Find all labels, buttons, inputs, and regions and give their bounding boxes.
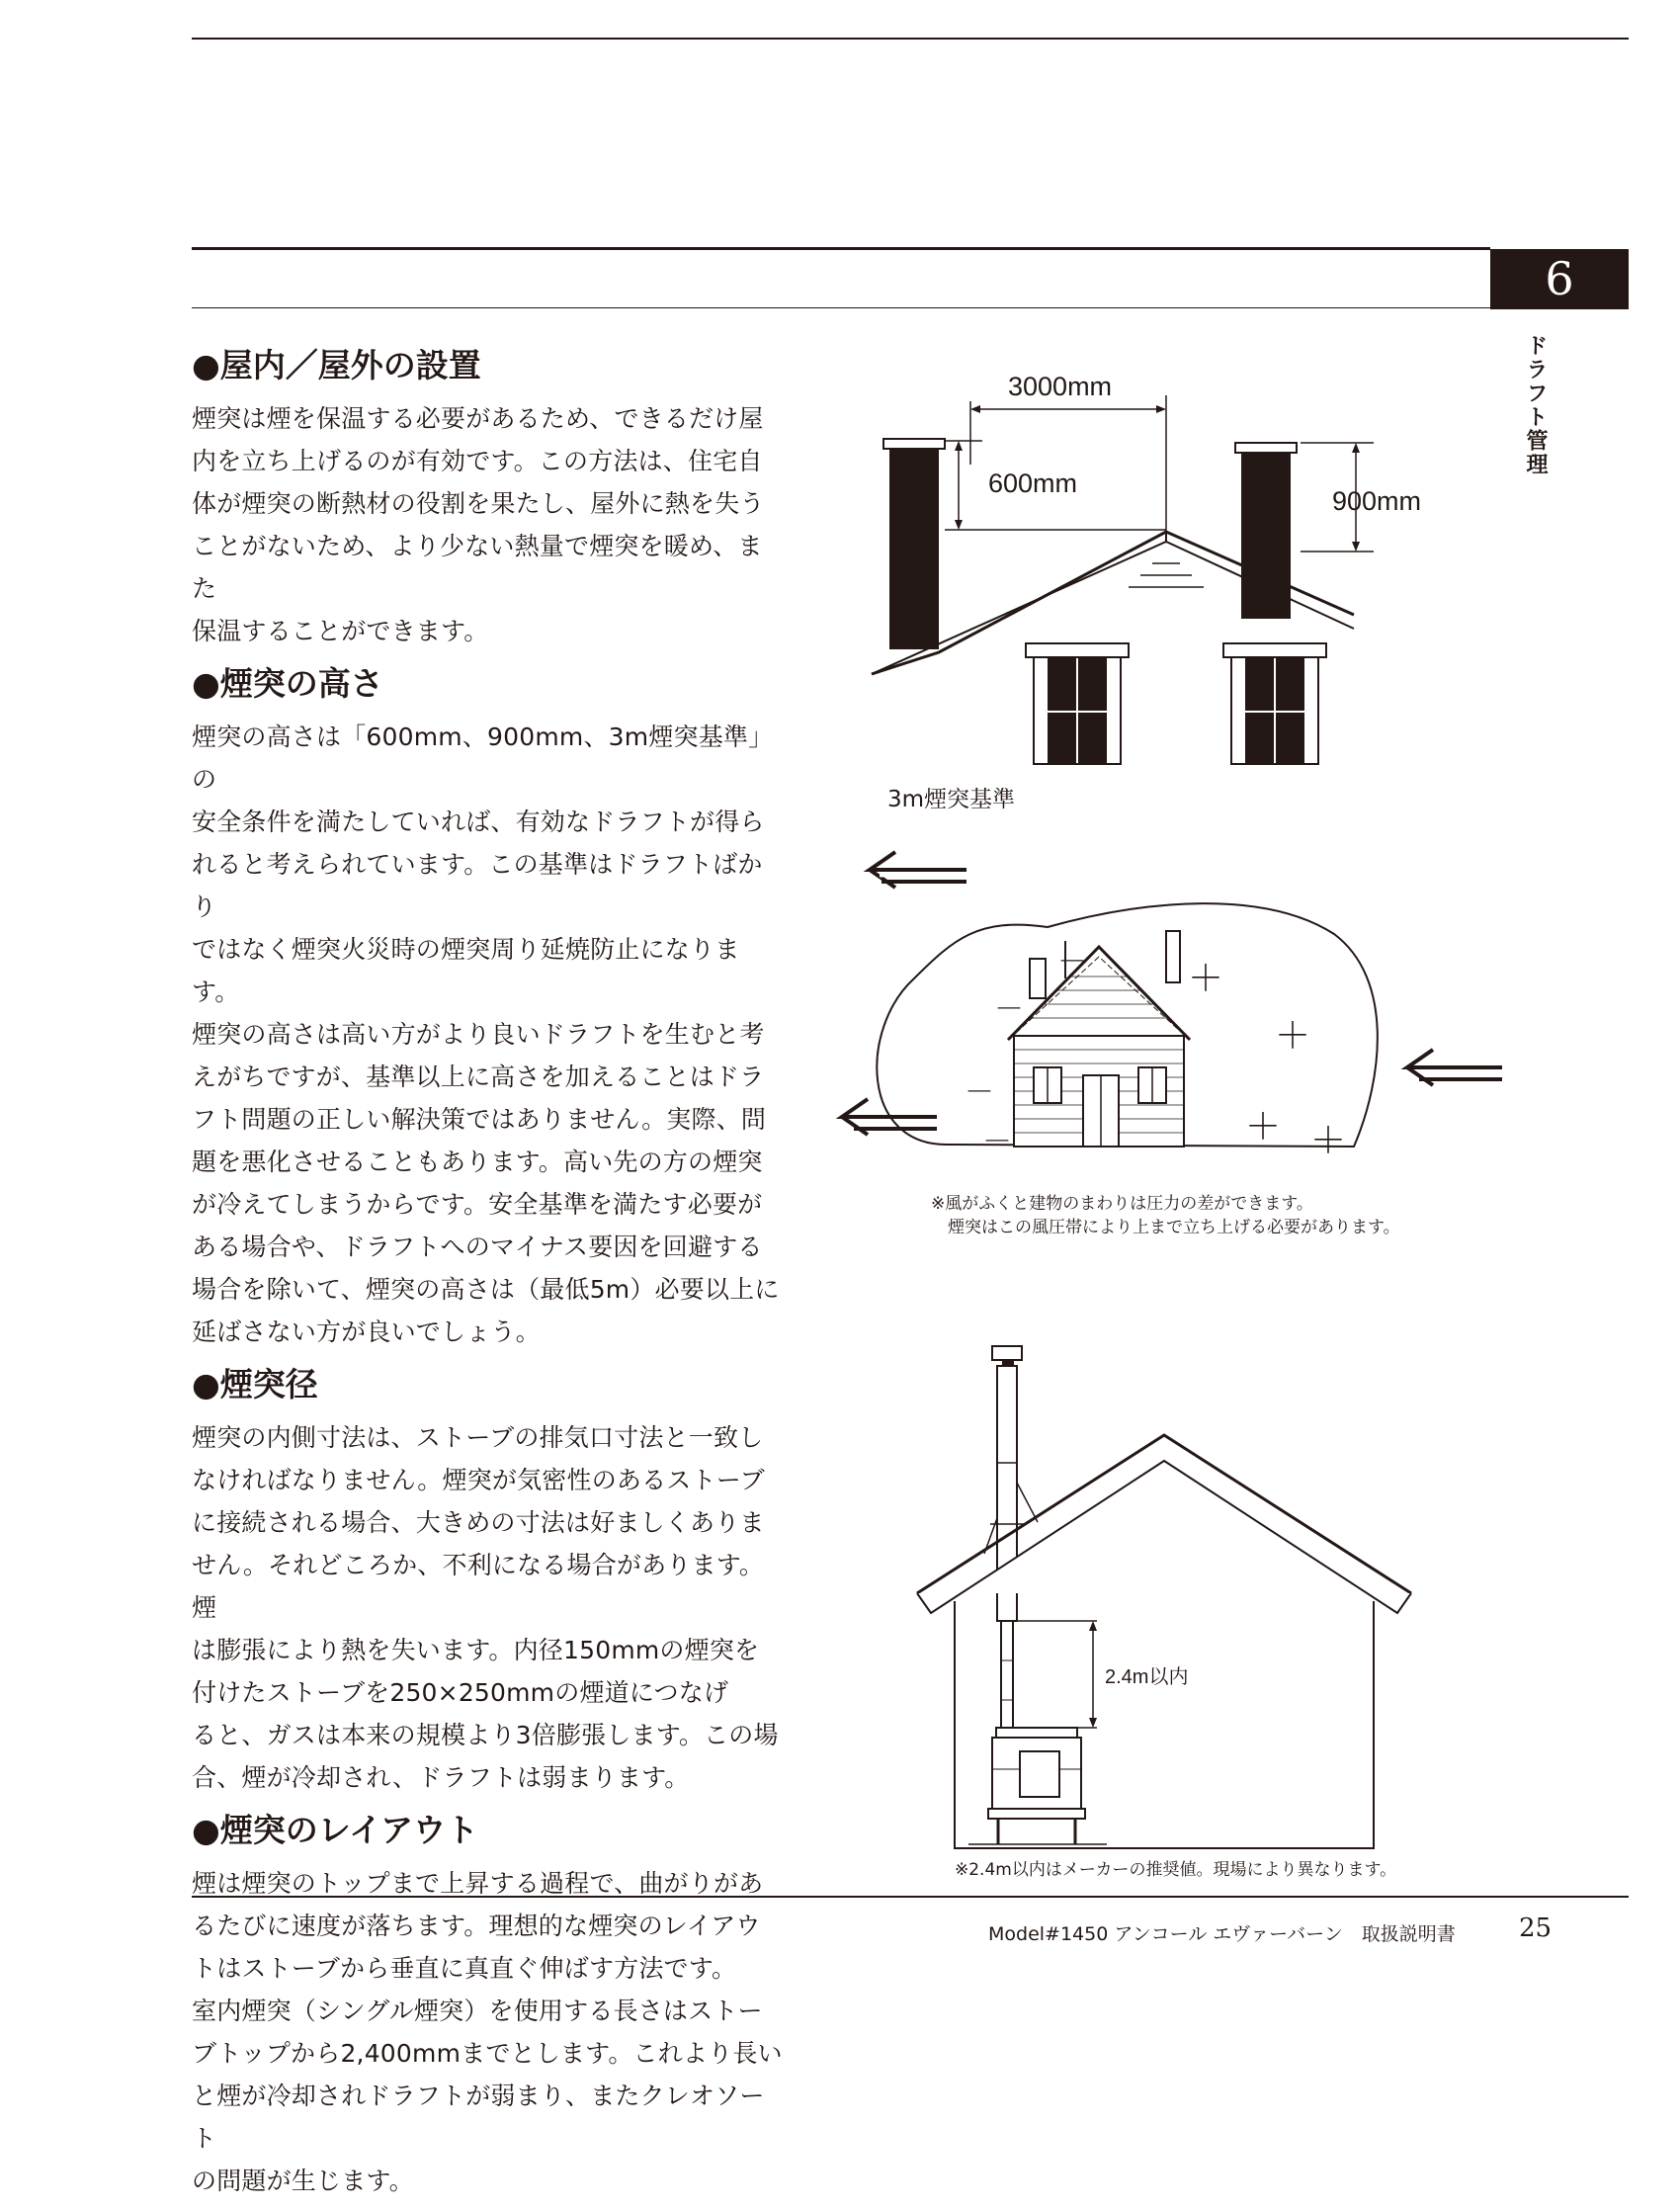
- dim-label-3000: 3000mm: [1008, 372, 1113, 401]
- indoor-chimney-diagram: [899, 1344, 1413, 1868]
- dim-label-600: 600mm: [988, 468, 1078, 498]
- chapter-rule-thin: [192, 307, 1490, 308]
- plus-sign: ＋: [1188, 958, 1224, 998]
- section-layout: [192, 1807, 785, 2202]
- window-right: [1223, 643, 1326, 764]
- section-heading: ●煙突のレイアウト: [192, 1811, 479, 1849]
- section-heading: ●煙突の高さ: [192, 664, 383, 703]
- chapter-number: 6: [1490, 249, 1629, 309]
- plus-sign: ＋: [1275, 1015, 1311, 1056]
- minus-sign: －: [982, 1126, 1012, 1158]
- chapter-rule-thick: [192, 247, 1490, 250]
- section-heading: ●煙突径: [192, 1365, 318, 1403]
- section-diameter: [192, 1361, 785, 1799]
- section-installation: [192, 342, 785, 652]
- section-body: 煙突の内側寸法は、ストーブの排気口寸法と一致し なければなりません。煙突が気密性のあるストーブ に接続される場合、大きめの寸法は好ましくありま せん。それどころか、不利になる場合があります。煙 は膨張により熱を失います。内径150mmの煙突を 付けたストーブを250×250mmの煙道につなげ ると、ガスは本来の規模より3倍膨張します。この場 合、煙が冷却され、ドラフトは弱まります。: [192, 1423, 779, 1792]
- minus-sign: －: [994, 993, 1024, 1026]
- text-column: [192, 342, 785, 2210]
- wind-arrow-left: [842, 1099, 937, 1135]
- dim-label-2-4m: 2.4m以内: [1105, 1666, 1189, 1688]
- plus-sign: ＋: [1245, 1106, 1282, 1147]
- minus-sign: －: [965, 1076, 994, 1109]
- minus-sign: －: [1057, 946, 1087, 978]
- indoor-note: ※2.4m以内はメーカーの推奨値。現場により異なります。: [955, 1860, 1397, 1880]
- window-left: [1026, 643, 1129, 764]
- section-heading: ●屋内／屋外の設置: [192, 346, 481, 384]
- top-rule: [192, 38, 1629, 40]
- wind-arrow-top: [870, 852, 966, 888]
- section-body: 煙突は煙を保温する必要があるため、できるだけ屋 内を立ち上げるのが有効です。この方法は、住宅自 体が煙突の断熱材の役割を果たし、屋外に熱を失う ことがないため、より少ない熱量で煙突を暖め、また 保温することができます。: [192, 404, 765, 645]
- brick-house: [1008, 931, 1190, 1147]
- section-height: [192, 660, 785, 1353]
- section-body: 煙は煙突のトップまで上昇する過程で、曲がりがあ るたびに速度が落ちます。理想的な煙突のレイアウ トはストーブから垂直に真直ぐ伸ばす方法です。 室内煙突（シングル煙突）を使用する長さはストー ブトップから2,400mmまでとします。これより長い と煙が冷却されドラフトが弱まり、またクレオソート の問題が生じます。: [192, 1869, 783, 2195]
- wind-pressure-diagram: [820, 840, 1512, 1186]
- stove: [968, 1728, 1107, 1844]
- section-body: 煙突の高さは「600mm、900mm、3m煙突基準」の 安全条件を満たしていれば、有効なドラフトが得ら れると考えられています。この基準はドラフトばかり ではなく煙突火災時の煙突周り延焼防止になります。 煙突の高さは高い方がより良いドラフトを生むと考 えがちですが、基準以上に高さを加えることはドラ フト問題の正しい解決策ではありません。実際、問 題を悪化させることもあります。高い先の方の煙突 が冷えてしまうからです。安全基準を満たす必要が ある場合や、ドラフトへのマイナス要因を回避する 場合を除いて、煙突の高さは（最低5m）必要以上に 延ばさない方が良いでしょう。: [192, 722, 780, 1346]
- standard-caption: 3m煙突基準: [887, 787, 1016, 812]
- wind-note: ※風がふくと建物のまわりは圧力の差ができます。 煙突はこの風圧帯により上まで立ち上げる必要があります。: [931, 1194, 1400, 1237]
- chapter-label: ドラフト管理: [1523, 334, 1549, 476]
- footer-manual-title: Model#1450 アンコール エヴァーバーン 取扱説明書: [988, 1923, 1456, 1945]
- chimney-standard-diagram: [860, 366, 1413, 820]
- page-number: 25: [1519, 1913, 1553, 1943]
- wind-arrow-right: [1407, 1050, 1502, 1085]
- dim-label-900: 900mm: [1332, 486, 1422, 516]
- plus-sign: ＋: [1310, 1120, 1347, 1160]
